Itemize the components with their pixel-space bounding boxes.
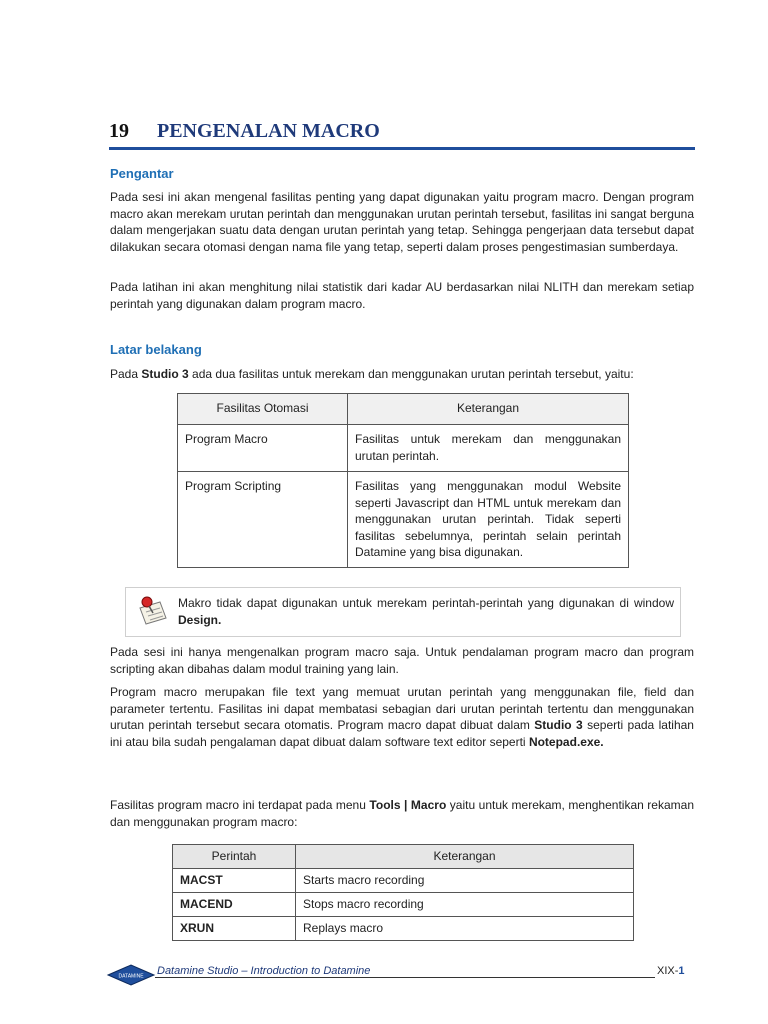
note-box <box>125 587 681 637</box>
command-table <box>172 844 634 941</box>
footer-title: Datamine Studio – Introduction to Datamine <box>157 965 371 977</box>
table-row <box>173 917 634 941</box>
table-cell: Program Macro <box>178 425 348 472</box>
table-header-row <box>173 845 634 869</box>
automation-table <box>177 393 629 568</box>
table-row <box>173 869 634 893</box>
table-cell: MACEND <box>173 893 296 917</box>
section-heading-pengantar: Pengantar <box>110 166 174 181</box>
page-number: XIX-1 <box>657 965 685 977</box>
chapter-title <box>109 120 695 143</box>
table-row <box>178 472 629 568</box>
table-header: Fasilitas Otomasi <box>178 394 348 425</box>
table-row <box>173 893 634 917</box>
svg-text:DATAMINE: DATAMINE <box>118 973 144 980</box>
table-cell: MACST <box>173 869 296 893</box>
section-heading-latar: Latar belakang <box>110 342 202 357</box>
paragraph-sesi: Pada sesi ini hanya mengenalkan program macro saja. Untuk pendalaman program macro dan program scripting akan dibahas dalam modul training yang lain. <box>110 645 694 676</box>
table-header-row <box>178 394 629 425</box>
footer-rule <box>155 977 655 978</box>
table-row <box>178 425 629 472</box>
paragraph-latar-intro: Pada Studio 3 ada dua fasilitas untuk merekam dan menggunakan urutan perintah tersebut, yaitu: <box>110 367 634 381</box>
table-cell: Starts macro recording <box>296 869 634 893</box>
table-cell: Fasilitas yang menggunakan modul Website seperti Javascript dan HTML untuk merekam dan menggunakan urutan perintah. Tidak seperti fasilitas sebelumnya, perintah selain perintah Datamine yang bisa digunakan. <box>348 472 629 568</box>
table-cell: Replays macro <box>296 917 634 941</box>
table-cell: Program Scripting <box>178 472 348 568</box>
table-header: Perintah <box>173 845 296 869</box>
table-cell: Stops macro recording <box>296 893 634 917</box>
table-cell: XRUN <box>173 917 296 941</box>
datamine-logo <box>106 963 156 987</box>
table-cell: Fasilitas untuk merekam dan menggunakan urutan perintah. <box>348 425 629 472</box>
chapter-number: 19 <box>109 120 129 142</box>
chapter-heading: PENGENALAN MACRO <box>157 120 380 142</box>
paragraph-intro: Pada sesi ini akan mengenal fasilitas penting yang dapat digunakan yaitu program macro. Dengan program macro akan merekam urutan perintah dan menggunakan urutan perintah tersebut, fasilitas ini sangat berguna dalam mengerjakan suatu data dengan urutan perintah yang tetap. Sehingga pengerjaan data tersebut dapat dilakukan secara otomasi dengan nama file yang tetap, seperti dalam proses pengestimasian sumberdaya. <box>110 190 694 254</box>
note-text: Makro tidak dapat digunakan untuk merekam perintah-perintah yang digunakan di window Design. <box>178 596 674 627</box>
paragraph-macro-desc: Program macro merupakan file text yang memuat urutan perintah yang menggunakan file, field dan parameter tertentu. Fasilitas ini dapat membatasi sebagian dari urutan perintah tertentu dan menggunakan urutan perintah tersebut secara otomatis. Program macro dapat dibuat dalam Studio 3 seperti pada latihan ini atau bila sudah pengalaman dapat dibuat dalam software text editor seperti Notepad.exe. <box>110 685 694 749</box>
pushpin-note-icon <box>134 594 170 626</box>
paragraph-menu: Fasilitas program macro ini terdapat pada menu Tools | Macro yaitu untuk merekam, menghentikan rekaman dan menggunakan program macro: <box>110 798 694 829</box>
table-header: Keterangan <box>296 845 634 869</box>
table-header: Keterangan <box>348 394 629 425</box>
chapter-divider <box>109 147 695 150</box>
paragraph-latihan: Pada latihan ini akan menghitung nilai statistik dari kadar AU berdasarkan nilai NLITH dan merekam setiap perintah yang digunakan dalam program macro. <box>110 280 694 311</box>
